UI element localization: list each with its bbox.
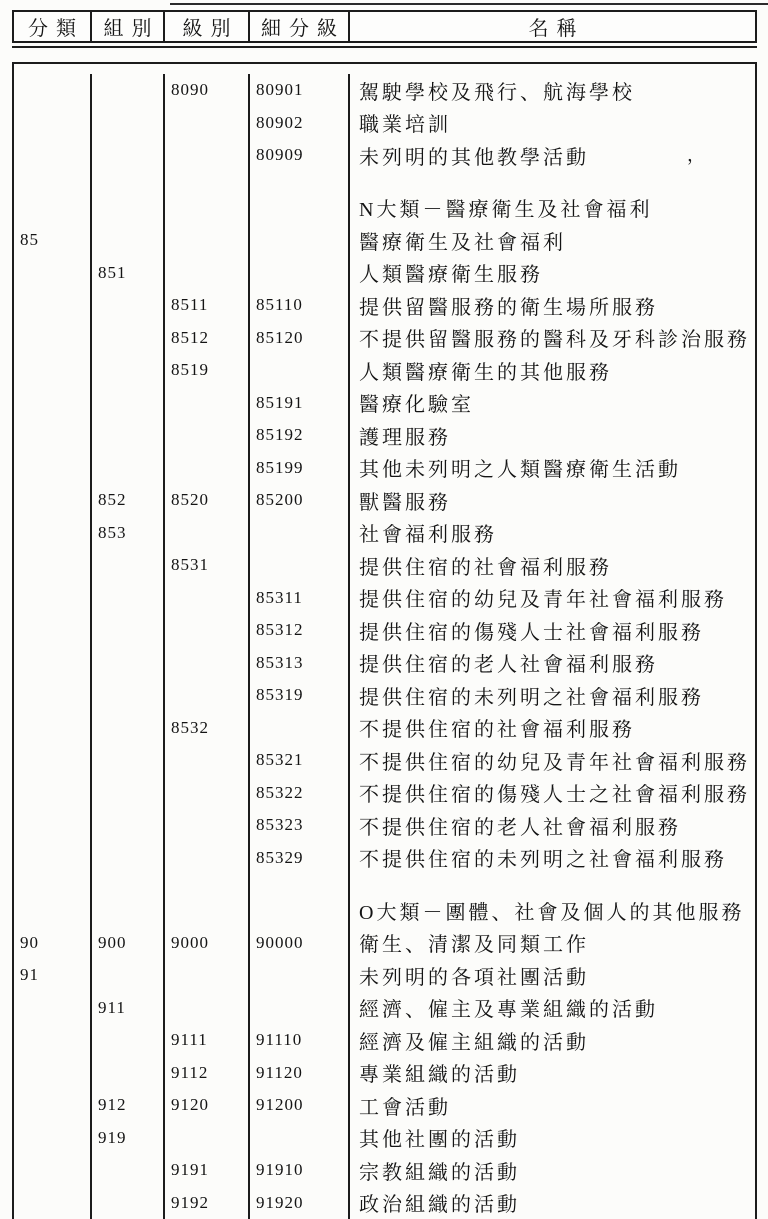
- cell-class: [14, 1154, 92, 1187]
- table-row: [14, 1122, 755, 1155]
- cell-name: 不提供留醫服務的醫科及牙科診治服務: [359, 329, 750, 352]
- table-row: [14, 322, 755, 355]
- header-cell-level: 級別: [165, 12, 250, 41]
- cell-class: [14, 452, 92, 485]
- cell-sublevel: 85120: [250, 322, 350, 355]
- cell-name: 社會福利服務: [359, 524, 497, 547]
- cell-group: [92, 354, 165, 387]
- cell-sublevel: 85312: [250, 614, 350, 647]
- header-cell-sublevel: 細分級: [250, 12, 350, 41]
- cell-group: [92, 874, 165, 894]
- cell-group: [92, 74, 165, 107]
- cell-class: [14, 874, 92, 894]
- cell-class: [14, 679, 92, 712]
- cell-level: [165, 874, 250, 894]
- cell-sublevel: 85313: [250, 647, 350, 680]
- cell-class: 90: [14, 927, 92, 960]
- table-row: [14, 484, 755, 517]
- cell-name: [350, 874, 755, 894]
- cell-class: [14, 1057, 92, 1090]
- cell-class: [14, 1089, 92, 1122]
- table-row: [14, 1024, 755, 1057]
- cell-group: 919: [92, 1122, 165, 1155]
- cell-group: 852: [92, 484, 165, 517]
- cell-group: 912: [92, 1089, 165, 1122]
- cell-name: 提供留醫服務的衛生場所服務: [359, 296, 658, 319]
- cell-name: 宗教組織的活動: [359, 1161, 520, 1184]
- cell-level: 9192: [165, 1187, 250, 1219]
- cell-name: 未列明的其他教學活動 ，: [350, 139, 755, 172]
- cell-group: 851: [92, 257, 165, 290]
- header-underline-rule: [12, 46, 757, 48]
- cell-group: [92, 744, 165, 777]
- cell-sublevel: 85323: [250, 809, 350, 842]
- cell-name: 提供住宿的未列明之社會福利服務: [359, 686, 704, 709]
- cell-sublevel: 85200: [250, 484, 350, 517]
- cell-group: [92, 452, 165, 485]
- cell-level: [165, 257, 250, 290]
- section-heading-row: [14, 894, 755, 927]
- cell-level: 8532: [165, 712, 250, 745]
- cell-name: 不提供住宿的老人社會福利服務: [359, 816, 681, 839]
- cell-class: [14, 517, 92, 550]
- cell-group: [92, 712, 165, 745]
- cell-class: [14, 1024, 92, 1057]
- cell-class: [14, 1187, 92, 1219]
- table-row: [14, 647, 755, 680]
- cell-group: [92, 647, 165, 680]
- cell-name: 護理服務: [359, 426, 451, 449]
- cell-level: [165, 517, 250, 550]
- cell-class: [14, 894, 92, 927]
- cell-name: 未列明的各項社團活動: [359, 966, 589, 989]
- cell-class: [14, 1122, 92, 1155]
- cell-level: [165, 679, 250, 712]
- cell-name: 提供住宿的傷殘人士社會福利服務: [359, 621, 704, 644]
- cell-sublevel: [250, 712, 350, 745]
- cell-level: [165, 192, 250, 225]
- cell-level: [165, 894, 250, 927]
- cell-level: [165, 172, 250, 192]
- cell-group: [92, 959, 165, 992]
- spacer-row: [14, 172, 755, 192]
- cell-name: 不提供住宿的傷殘人士之社會福利服務: [359, 784, 750, 807]
- cell-class: [14, 139, 92, 172]
- cell-level: [165, 224, 250, 257]
- table-row: [14, 1154, 755, 1187]
- table-row: [14, 74, 755, 107]
- cell-sublevel: 85322: [250, 777, 350, 810]
- cell-group: [92, 322, 165, 355]
- cell-sublevel: 91200: [250, 1089, 350, 1122]
- table-row: [14, 582, 755, 615]
- cell-name: 職業培訓: [359, 114, 451, 137]
- cell-name: 提供住宿的幼兒及青年社會福利服務: [359, 589, 727, 612]
- cell-level: [165, 647, 250, 680]
- cell-sublevel: 91120: [250, 1057, 350, 1090]
- cell-class: 85: [14, 224, 92, 257]
- cell-sublevel: [250, 894, 350, 927]
- table-row: [14, 959, 755, 992]
- cell-sublevel: 85110: [250, 289, 350, 322]
- cell-group: [92, 549, 165, 582]
- cell-level: [165, 959, 250, 992]
- table-row: [14, 139, 755, 172]
- cell-class: [14, 484, 92, 517]
- table-row: [14, 257, 755, 290]
- cell-sublevel: 85319: [250, 679, 350, 712]
- table-row: [14, 809, 755, 842]
- cell-name: 經濟、僱主及專業組織的活動: [359, 999, 658, 1022]
- cell-level: [165, 139, 250, 172]
- cell-class: [14, 712, 92, 745]
- cell-class: [14, 387, 92, 420]
- table-row: [14, 777, 755, 810]
- cell-sublevel: [250, 959, 350, 992]
- cell-group: [92, 614, 165, 647]
- cell-sublevel: 80909: [250, 139, 350, 172]
- cell-sublevel: 80901: [250, 74, 350, 107]
- cell-sublevel: [250, 992, 350, 1025]
- cell-level: 8519: [165, 354, 250, 387]
- cell-level: [165, 744, 250, 777]
- cell-class: [14, 322, 92, 355]
- cell-sublevel: 80902: [250, 107, 350, 140]
- cell-level: [165, 614, 250, 647]
- cell-name: O大類－團體、社會及個人的其他服務: [359, 901, 745, 924]
- page-top-rule: [170, 3, 768, 5]
- cell-name: 衛生、清潔及同類工作: [359, 934, 589, 957]
- cell-class: [14, 809, 92, 842]
- cell-name: 獸醫服務: [359, 491, 451, 514]
- table-row: [14, 744, 755, 777]
- cell-group: [92, 1154, 165, 1187]
- cell-level: [165, 452, 250, 485]
- table-row: [14, 517, 755, 550]
- cell-group: [92, 419, 165, 452]
- spacer-row: [14, 874, 755, 894]
- cell-group: 911: [92, 992, 165, 1025]
- cell-level: [165, 582, 250, 615]
- cell-class: [14, 74, 92, 107]
- table-row: [14, 549, 755, 582]
- cell-class: [14, 744, 92, 777]
- cell-name: 提供住宿的老人社會福利服務: [359, 654, 658, 677]
- cell-name: 政治組織的活動: [359, 1194, 520, 1217]
- cell-level: 9000: [165, 927, 250, 960]
- cell-class: [14, 992, 92, 1025]
- cell-sublevel: 85191: [250, 387, 350, 420]
- table-row: [14, 107, 755, 140]
- cell-name: 提供住宿的社會福利服務: [359, 556, 612, 579]
- cell-group: [92, 809, 165, 842]
- table-row: [14, 354, 755, 387]
- cell-sublevel: 90000: [250, 927, 350, 960]
- cell-level: 8531: [165, 549, 250, 582]
- header-cell-group: 組別: [92, 12, 165, 41]
- cell-level: 8090: [165, 74, 250, 107]
- cell-name: 工會活動: [359, 1096, 451, 1119]
- cell-group: [92, 777, 165, 810]
- cell-group: [92, 1024, 165, 1057]
- cell-sublevel: [250, 224, 350, 257]
- cell-sublevel: [250, 192, 350, 225]
- cell-class: 91: [14, 959, 92, 992]
- cell-class: [14, 107, 92, 140]
- cell-sublevel: [250, 354, 350, 387]
- cell-sublevel: [250, 1122, 350, 1155]
- table-row: [14, 614, 755, 647]
- cell-level: [165, 809, 250, 842]
- table-row: [14, 712, 755, 745]
- cell-sublevel: 85321: [250, 744, 350, 777]
- cell-name: 人類醫療衛生服務: [359, 264, 543, 287]
- table-row: [14, 679, 755, 712]
- cell-level: 9111: [165, 1024, 250, 1057]
- cell-sublevel: [250, 172, 350, 192]
- table-row: [14, 1089, 755, 1122]
- cell-name: 其他未列明之人類醫療衛生活動: [359, 459, 681, 482]
- table-row: [14, 289, 755, 322]
- cell-class: [14, 582, 92, 615]
- table-row: [14, 419, 755, 452]
- cell-level: [165, 107, 250, 140]
- cell-class: [14, 842, 92, 875]
- cell-group: [92, 842, 165, 875]
- stray-comma-mark: ，: [687, 145, 705, 165]
- cell-level: 8512: [165, 322, 250, 355]
- cell-name: 醫療化驗室: [359, 394, 474, 417]
- cell-name: 人類醫療衛生的其他服務: [359, 361, 612, 384]
- table-body: [12, 62, 757, 1219]
- cell-class: [14, 192, 92, 225]
- cell-name: 不提供住宿的幼兒及青年社會福利服務: [359, 751, 750, 774]
- cell-group: [92, 224, 165, 257]
- table-row: [14, 224, 755, 257]
- cell-level: 9120: [165, 1089, 250, 1122]
- cell-group: [92, 1187, 165, 1219]
- cell-name: 不提供住宿的未列明之社會福利服務: [359, 849, 727, 872]
- table-header: [12, 10, 757, 43]
- cell-class: [14, 172, 92, 192]
- cell-class: [14, 614, 92, 647]
- cell-sublevel: 91920: [250, 1187, 350, 1219]
- table-row: [14, 842, 755, 875]
- cell-name: 不提供住宿的社會福利服務: [359, 719, 635, 742]
- table-row: [14, 1187, 755, 1219]
- cell-name: [350, 172, 755, 192]
- cell-name: 醫療衛生及社會福利: [359, 231, 566, 254]
- cell-group: [92, 1057, 165, 1090]
- cell-group: [92, 289, 165, 322]
- cell-group: [92, 139, 165, 172]
- cell-sublevel: 85192: [250, 419, 350, 452]
- cell-name: 駕駛學校及飛行、航海學校: [359, 81, 635, 104]
- cell-group: [92, 192, 165, 225]
- cell-class: [14, 289, 92, 322]
- cell-name: 專業組織的活動: [359, 1064, 520, 1087]
- table-row: [14, 992, 755, 1025]
- section-heading-row: [14, 192, 755, 225]
- cell-group: [92, 107, 165, 140]
- cell-level: [165, 419, 250, 452]
- cell-level: 9112: [165, 1057, 250, 1090]
- cell-sublevel: [250, 549, 350, 582]
- cell-level: 8511: [165, 289, 250, 322]
- cell-sublevel: [250, 874, 350, 894]
- header-cell-name: 名稱: [528, 18, 585, 40]
- cell-group: [92, 172, 165, 192]
- cell-sublevel: [250, 257, 350, 290]
- cell-group: 853: [92, 517, 165, 550]
- table-row: [14, 452, 755, 485]
- table-row: [14, 1057, 755, 1090]
- cell-level: 9191: [165, 1154, 250, 1187]
- cell-class: [14, 419, 92, 452]
- cell-sublevel: 85329: [250, 842, 350, 875]
- cell-name: 經濟及僱主組織的活動: [359, 1031, 589, 1054]
- cell-class: [14, 257, 92, 290]
- cell-sublevel: 85199: [250, 452, 350, 485]
- cell-sublevel: [250, 517, 350, 550]
- cell-level: [165, 1122, 250, 1155]
- cell-class: [14, 777, 92, 810]
- cell-group: [92, 387, 165, 420]
- cell-level: 8520: [165, 484, 250, 517]
- cell-sublevel: 91910: [250, 1154, 350, 1187]
- cell-level: [165, 777, 250, 810]
- table-row: [14, 387, 755, 420]
- table-row: [14, 927, 755, 960]
- cell-level: [165, 387, 250, 420]
- cell-sublevel: 85311: [250, 582, 350, 615]
- cell-name: 其他社團的活動: [359, 1129, 520, 1152]
- cell-group: [92, 894, 165, 927]
- cell-group: [92, 679, 165, 712]
- cell-group: [92, 582, 165, 615]
- cell-level: [165, 842, 250, 875]
- cell-name: N大類－醫療衛生及社會福利: [359, 199, 653, 222]
- cell-sublevel: 91110: [250, 1024, 350, 1057]
- cell-class: [14, 354, 92, 387]
- header-cell-class: 分類: [14, 12, 92, 41]
- cell-level: [165, 992, 250, 1025]
- cell-class: [14, 549, 92, 582]
- cell-class: [14, 647, 92, 680]
- cell-group: 900: [92, 927, 165, 960]
